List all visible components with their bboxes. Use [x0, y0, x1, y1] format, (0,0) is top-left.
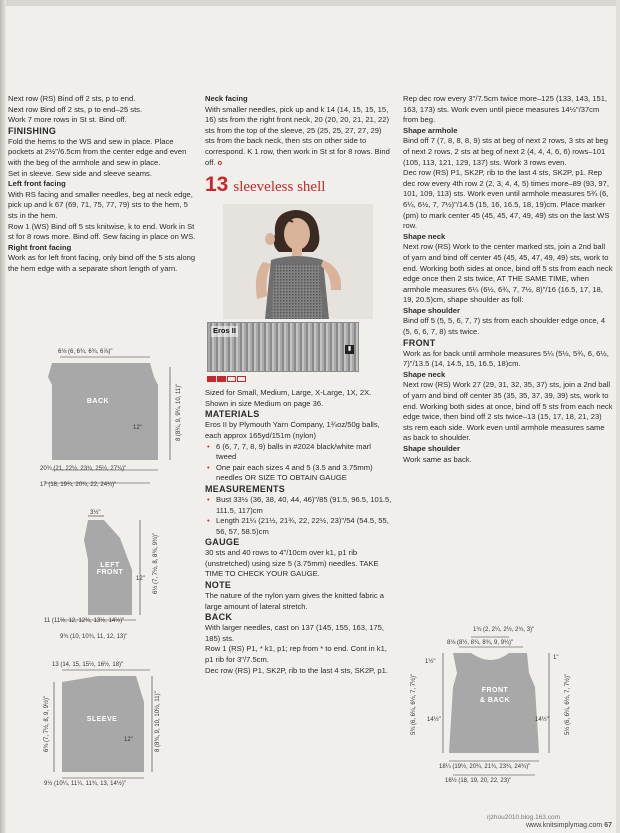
- fb-left-top-measure: 1½": [425, 659, 436, 665]
- text-work-7-rows: Work 7 more rows in St st. Bind off.: [8, 115, 127, 125]
- text-finishing: Fold the hems to the WS and sew in place. Place pockets at 2½"/6.5cm from the center edge and even with the beg of the armhole and sew in place.: [8, 136, 187, 167]
- materials-list: [205, 442, 393, 484]
- heading-front: FRONT: [403, 337, 436, 348]
- materials-item-needles: • One pair each sizes 4 and 5 (3.5 and 3.75mm) needles OR SIZE TO OBTAIN GAUGE: [216, 463, 393, 484]
- measurement-bust: • Bust 33½ (36, 38, 40, 44, 46)"/85 (91.5, 96.5, 101.5, 111.5, 117)cm: [216, 495, 393, 516]
- column-3: [403, 94, 613, 465]
- fb-left-side-measure: 14½": [427, 717, 441, 723]
- text-front-shape-shoulder: Work same as back.: [403, 454, 472, 464]
- footer-site: www.knitsimplymag.com: [526, 822, 603, 829]
- materials-item-yarn: • 6 (6, 7, 7, 8, 9) balls in #2024 black/white marl tweed: [216, 442, 393, 463]
- sleeve-bottom-measure: 9½ (10¼, 11¼, 11¾, 13, 14½)": [44, 781, 126, 787]
- heading-finishing: FINISHING: [8, 125, 57, 136]
- heading-measurements: MEASUREMENTS: [205, 483, 286, 494]
- back-label: BACK: [86, 398, 110, 405]
- zoom-icon: ▮: [345, 345, 354, 354]
- pattern-number: 13: [205, 173, 229, 197]
- heading-neck-facing: Neck facing: [205, 94, 248, 103]
- left-front-top-measure: 3½": [90, 510, 101, 516]
- swatch-label: Eros II: [213, 326, 236, 336]
- text-back-row1: Row 1 (RS) P1, * k1, p1; rep from * to end. Cont in k1, p1 rib for 3"/7.5cm.: [205, 644, 387, 665]
- text-front: Work as for back until armhole measures 5¼ (5½, 5¾, 6, 6½, 7)"/13.5 (14, 14.5, 15, 16.5, 18)cm.: [403, 348, 609, 369]
- fb-right-side-measure: 14½": [535, 717, 549, 723]
- top-strip: [0, 0, 620, 6]
- text-back-dec: Dec row (RS) P1, SK2P, rib to the last 4 sts, SK2P, p1.: [205, 665, 388, 675]
- text-right-front-facing: Work as for left front facing, only bind off the 5 sts along the hem edge with a separate short length of yarn.: [8, 253, 196, 273]
- heading-gauge: GAUGE: [205, 537, 240, 548]
- back-diagram: [30, 349, 200, 495]
- fb-bottom-measure-1: 18¼ (19½, 20¾, 21¾, 23¾, 24¾)": [439, 764, 531, 770]
- sleeve-side-measure: 12": [124, 737, 133, 743]
- heading-note: NOTE: [205, 580, 232, 591]
- front-back-diagram: [405, 625, 605, 795]
- fb-label-back: & BACK: [479, 697, 511, 704]
- measurements-list: [205, 495, 393, 537]
- page-number: 67: [604, 822, 612, 829]
- text-rep-dec: Rep dec row every 3"/7.5cm twice more–125 (133, 143, 151, 163, 173) sts. Work even until piece measures 14½"/37cm from beg.: [403, 94, 608, 125]
- column-1: [8, 94, 196, 275]
- heading-left-front-facing: Left front facing: [8, 179, 66, 189]
- page-spine: [0, 0, 6, 833]
- text-shape-armhole: Bind off 7 (7, 8, 8, 8, 9) sts at beg of next 2 rows, 3 sts at beg of next 2 rows, 2 sts at beg of next 2 (4, 4, 4, 6, 6) rows–101 (105, 113, 121, 129, 137) sts. Work 3 rows even.: [403, 136, 609, 167]
- text-note: The nature of the nylon yarn gives the knitted fabric a large amount of lateral stretch.: [205, 591, 384, 611]
- skill-level-bar-3: [227, 376, 236, 382]
- text-armhole-dec: Dec row (RS) P1, SK2P, rib to the last 4 sts, SK2P, p1. Rep dec row every 4th row 2 (2, 3, 4, 4, 5) times more–89 (93, 97, 101, 109, 113) sts. Work even until armhole measures 5¾ (6, 6¼, 6½, 7, 7½)"/14.5 (15, 16, 16.5, 18, 19)cm. Place marker (pm) to mark center 45 (45, 45, 47, 49, 49) sts on the last WS row.: [403, 168, 610, 231]
- left-front-label: LEFT FRONT: [96, 562, 124, 576]
- back-side-measure: 12": [133, 425, 142, 431]
- heading-right-front-facing: Right front facing: [8, 242, 72, 252]
- text-gauge: 30 sts and 40 rows to 4"/10cm over k1, p1 rib (unstretched) using size 5 (3.75mm) needles. TAKE TIME TO CHECK YOUR GAUGE.: [205, 548, 379, 579]
- sleeve-shape: [40, 662, 190, 792]
- text-next-row-1: Next row (RS) Bind off 2 sts, p to end.: [8, 94, 136, 103]
- back-bottom-measure-1: 20¾ (21, 22½, 23¾, 25½, 27¾)": [40, 466, 127, 472]
- heading-back: BACK: [205, 612, 233, 623]
- text-materials: Eros II by Plymouth Yarn Company, 1¾oz/50g balls, each approx 165yd/151m (nylon): [205, 420, 380, 440]
- text-sizes: Sized for Small, Medium, Large, X-Large, 1X, 2X. Shown in size Medium on page 36.: [205, 388, 372, 408]
- text-next-row-2: Next row Bind off 2 sts, p to end–25 sts.: [8, 104, 143, 114]
- left-front-bottom-measure-2: 9¾ (10, 10¾, 11, 12, 13)": [60, 634, 128, 640]
- sleeve-diagram: [40, 662, 190, 792]
- skill-level-bar-1: [207, 376, 216, 382]
- skill-level-bar-2: [217, 376, 226, 382]
- text-row-1: Row 1 (WS) Bind off 5 sts knitwise, k to end. Work in St st for 8 rows more. Bind off. Sew facing in place on WS.: [8, 221, 196, 242]
- fb-right-top-measure: 1": [553, 655, 559, 661]
- text-left-front-facing: With RS facing and smaller needles, beg at neck edge, pick up and k 67 (69, 71, 75, 77, 79) sts to the hem, 5 sts in the hem.: [8, 189, 193, 220]
- sleeve-label: SLEEVE: [86, 716, 118, 723]
- pattern-title: [205, 174, 393, 198]
- text-neck-facing-body: With smaller needles, pick up and k 14 (14, 15, 15, 15, 16) sts from the right front neck, 20 (20, 20, 21, 21, 22) sts from the top of the sleeve, 25 (25, 25, 27, 27, 29) sts from the back neck, then sts on other side to correspond. K 1 row, then work in St st for 8 rows. Bind off.: [205, 104, 390, 167]
- left-front-diagram: [44, 510, 190, 640]
- fb-right-armhole-measure: 5½ (6, 6¼, 6½, 7, 7½)": [565, 673, 571, 735]
- back-armhole-measure: 8 (8¼, 9, 9¼, 10, 11)": [176, 383, 182, 441]
- yarn-swatch: [207, 322, 359, 372]
- end-mark-icon: o: [217, 157, 223, 167]
- sleeve-top-measure: 13 (14, 15, 15½, 16½, 18)": [52, 662, 124, 668]
- text-back: With larger needles, cast on 137 (145, 155, 163, 175, 185) sts.: [205, 623, 384, 643]
- sleeve-right-measure: 8 (8¾, 9, 10, 10½, 11)": [155, 691, 161, 752]
- heading-shape-neck: Shape neck: [403, 231, 446, 241]
- skill-level-bar-4: [237, 376, 246, 382]
- text-neck-facing: [205, 105, 393, 169]
- heading-front-shape-shoulder: Shape shoulder: [403, 444, 460, 453]
- watermark-text: rjzhou2010.blog.163.com: [487, 814, 560, 821]
- fb-left-armhole-measure: 5¾ (6, 6¼, 6½, 7, 7½)": [411, 673, 417, 735]
- page-footer: [526, 822, 612, 829]
- fb-label-front: FRONT: [481, 687, 509, 694]
- back-shape: [30, 355, 200, 495]
- fb-shoulder-measure: 8⅛ (8½, 8¾, 8¾, 9, 9¾)": [447, 640, 514, 646]
- text-shape-neck: Next row (RS) Work to the center marked sts, join a 2nd ball of yarn and bind off center 45 (45, 45, 47, 49, 49) sts, work to end. Working both sides at once, bind off 5 sts from each neck edge once then 2 sts twice, AT THE SAME TIME, when armhole measures 6¼ (6½, 6¾, 7, 7½, 8)"/16 (16.5, 17, 18, 19, 20.5)cm, shape shoulder as foll:: [403, 242, 613, 305]
- text-shape-shoulder: Bind off 5 (5, 5, 6, 7, 7) sts from each shoulder edge once, 4 (5, 6, 6, 7, 8) sts twice.: [403, 316, 606, 337]
- left-front-side-measure: 12": [136, 576, 145, 582]
- model-photo: [223, 204, 373, 319]
- left-front-bottom-measure-1: 11 (11½, 12, 12¾, 13½, 14½)": [44, 618, 125, 624]
- measurement-length: • Length 21¼ (21½, 21¾, 22, 22½, 23)"/54 (54.5, 55, 56, 57, 58.5)cm: [216, 516, 393, 537]
- pattern-name: sleeveless shell: [233, 179, 326, 196]
- back-top-measure: 6⅛ (6, 6¾, 6¾, 6⅞)": [58, 349, 113, 355]
- text-front-shape-neck: Next row (RS) Work 27 (29, 31, 32, 35, 37) sts, join a 2nd ball of yarn and bind off center 35 (35, 35, 37, 39, 39) sts, work to end. Working both sides at once, bind off 5 sts from each neck edge twice, then bind off 2 sts twice–13 (15, 17, 18, 21, 23) sts rem each side. Work even until armhole measures same as back to shoulder.: [403, 380, 613, 443]
- heading-shape-armhole: Shape armhole: [403, 125, 458, 135]
- text-finishing-2: Set in sleeve. Sew side and sleeve seams.: [8, 168, 152, 178]
- page-edge: [616, 0, 620, 833]
- left-front-armhole-measure: 6½ (7, 7½, 8, 8¾, 9¾)": [153, 532, 159, 594]
- heading-materials: MATERIALS: [205, 409, 260, 420]
- fb-neck-width-measure: 1¾ (2, 2¼, 2½, 2¾, 3)": [473, 627, 535, 633]
- column-2: [205, 94, 393, 676]
- fb-bottom-measure-2: 16½ (18, 19, 20, 22, 23)": [445, 778, 512, 784]
- skill-level-indicator: [207, 376, 393, 382]
- heading-front-shape-neck: Shape neck: [403, 369, 446, 379]
- sleeve-left-measure: 6¾ (7, 7½, 8, 9, 9½)": [44, 695, 50, 752]
- model-illustration: [223, 204, 373, 319]
- back-bottom-measure-2: 17 (18, 19¾, 20¾, 22, 24¾)": [40, 482, 117, 488]
- heading-shape-shoulder: Shape shoulder: [403, 305, 460, 315]
